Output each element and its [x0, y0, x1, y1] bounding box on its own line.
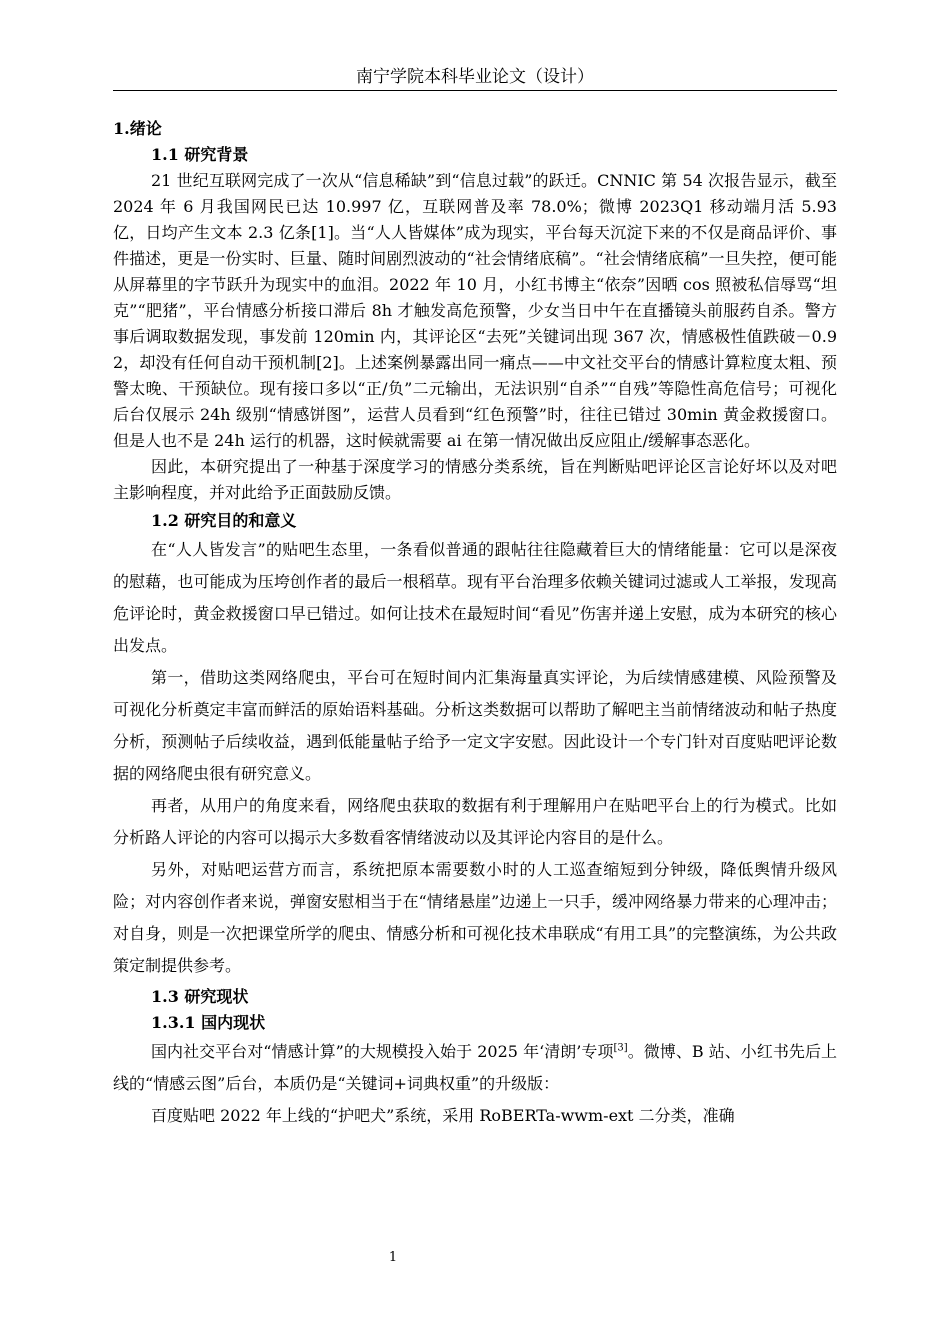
paragraph-background-1: 21 世纪互联网完成了一次从“信息稀缺”到“信息过载”的跃迁。CNNIC 第 54 次报告显示，截至 2024 年 6 月我国网民已达 10.997 亿，互联网普及率 78.0%；微博 2023Q1 移动端月活 5.93 亿，日均产生文本 2.3 亿条[1]。当“人人皆媒体”成为现实，平台每天沉淀下来的不仅是商品评价、事件描述，更是一份实时、巨量、随时间剧烈波动的“社会情绪底稿”。“社会情绪底稿”一旦失控，便可能从屏幕里的字节跃升为现实中的血泪。2022 年 10 月，小红书博主“依奈”因晒 cos 照被私信辱骂“坦克”“肥猪”，平台情感分析接口滞后 8h 才触发高危预警，少女当日中午在直播镜头前服药自杀。警方事后调取数据发现，事发前 120min 内，其评论区“去死”关键词出现 367 次，情感极性值跌破－0.92，却没有任何自动干预机制[2]。上述案例暴露出同一痛点——中文社交平台的情感计算粒度太粗、预警太晚、干预缺位。现有接口多以“正/负”二元输出，无法识别“自杀”“自残”等隐性高危信号；可视化后台仅展示 24h 级别“情感饼图”，运营人员看到“红色预警”时，往往已错过 30min 黄金救援窗口。但是人也不是 24h 运行的机器，这时候就需要 ai 在第一情况做出反应阻止/缓解事态恶化。 [113, 171, 837, 450]
subsection-title-1-3-1: 1.3.1 国内现状 [151, 1013, 266, 1032]
paragraph-background-2: 因此，本研究提出了一种基于深度学习的情感分类系统，旨在判断贴吧评论区言论好坏以及对吧主影响程度，并对此给予正面鼓励反馈。 [113, 457, 837, 502]
paragraph-purpose-2: 第一，借助这类网络爬虫，平台可在短时间内汇集海量真实评论，为后续情感建模、风险预警及可视化分析奠定丰富而鲜活的原始语料基础。分析这类数据可以帮助了解吧主当前情绪波动和帖子热度分析，预测帖子后续收益，遇到低能量帖子给予一定文字安慰。因此设计一个专门针对百度贴吧评论数据的网络爬虫很有研究意义。 [113, 668, 837, 783]
document-body [113, 116, 837, 1132]
chapter-title: 1.绪论 [113, 119, 162, 138]
citation-3: [3] [613, 1042, 628, 1054]
paragraph-purpose-4: 另外，对贴吧运营方而言，系统把原本需要数小时的人工巡查缩短到分钟级，降低舆情升级风险；对内容创作者来说，弹窗安慰相当于在“情绪悬崖”边递上一只手，缓冲网络暴力带来的心理冲击；对自身，则是一次把课堂所学的爬虫、情感分析和可视化技术串联成“有用工具”的完整演练，为公共政策定制提供参考。 [113, 860, 837, 975]
paragraph-domestic-1-part-b: 。微博、B 站、小红书先后上线的“情感云图”后台，本质仍是“关键词+词典权重”的升级版： [113, 1042, 837, 1093]
paragraph-domestic-2: 百度贴吧 2022 年上线的“护吧犬”系统，采用 RoBERTa-wwm-ext 二分类，准确 [151, 1106, 735, 1125]
section-title-1-1: 1.1 研究背景 [151, 145, 249, 164]
page-header: 南宁学院本科毕业论文（设计） [113, 64, 837, 91]
section-title-1-3: 1.3 研究现状 [151, 987, 249, 1006]
paragraph-purpose-3: 再者，从用户的角度来看，网络爬虫获取的数据有利于理解用户在贴吧平台上的行为模式。比如分析路人评论的内容可以揭示大多数看客情绪波动以及其评论内容目的是什么。 [113, 796, 837, 847]
paragraph-domestic-1-part-a: 国内社交平台对“情感计算”的大规模投入始于 2025 年‘清朗’专项 [151, 1042, 614, 1061]
paragraph-purpose-1: 在“人人皆发言”的贴吧生态里，一条看似普通的跟帖往往隐藏着巨大的情绪能量：它可以是深夜的慰藉，也可能成为压垮创作者的最后一根稻草。现有平台治理多依赖关键词过滤或人工举报，发现高危评论时，黄金救援窗口早已错过。如何让技术在最短时间“看见”伤害并递上安慰，成为本研究的核心出发点。 [113, 540, 837, 655]
paragraph-domestic-1 [113, 1036, 837, 1100]
section-title-1-2: 1.2 研究目的和意义 [151, 511, 297, 530]
page-number: 1 [388, 1250, 398, 1265]
